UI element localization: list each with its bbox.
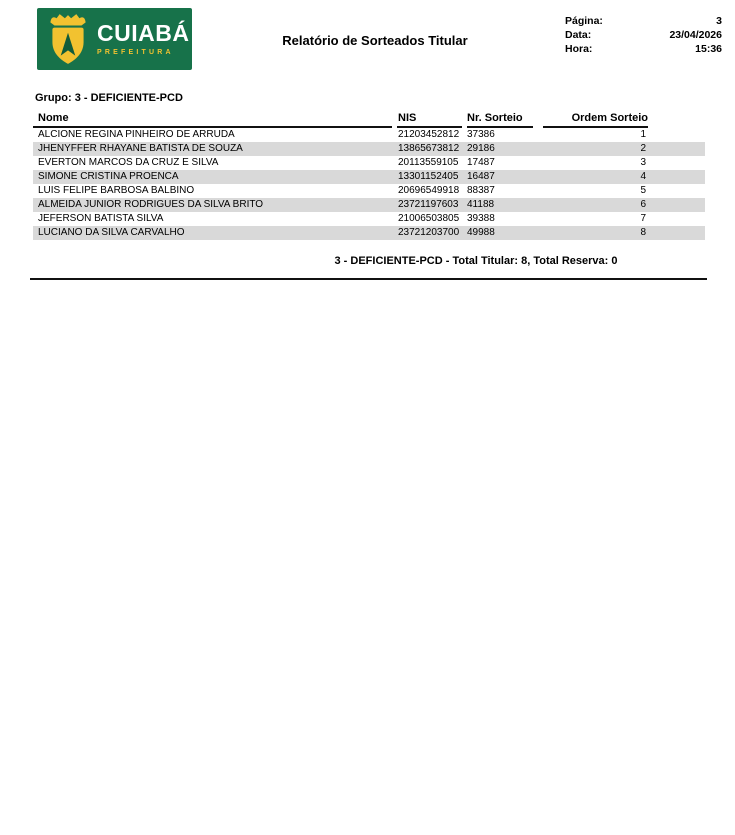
cell-ordem-sorteio: 7 [640,213,646,224]
table-row [33,198,705,212]
page-label: Página: [565,15,603,27]
cell-nr-sorteio: 39388 [467,213,495,224]
logo-name: CUIABÁ [97,20,190,46]
cell-ordem-sorteio: 3 [640,157,646,168]
table-row [33,156,705,170]
table-header-row [33,112,705,128]
table-row [33,128,705,142]
cell-nome: SIMONE CRISTINA PROENCA [38,171,179,182]
info-row-date [565,28,722,42]
info-row-time [565,42,722,56]
column-header-ordem-sorteio: Ordem Sorteio [571,112,648,124]
cell-ordem-sorteio: 2 [640,143,646,154]
cell-ordem-sorteio: 5 [640,185,646,196]
cell-ordem-sorteio: 6 [640,199,646,210]
table-row [33,142,705,156]
cell-nome: JEFERSON BATISTA SILVA [38,213,164,224]
group-summary: 3 - DEFICIENTE-PCD - Total Titular: 8, Total Reserva: 0 [334,255,618,267]
cell-nr-sorteio: 41188 [467,199,495,210]
column-header-nis: NIS [398,112,417,124]
cell-nr-sorteio: 88387 [467,185,495,196]
group-label: Grupo: 3 - DEFICIENTE-PCD [35,92,183,104]
table-row [33,184,705,198]
date-label: Data: [565,29,592,41]
cell-nome: LUCIANO DA SILVA CARVALHO [38,227,185,238]
cell-nis: 20113559105 [398,157,459,168]
cell-nr-sorteio: 16487 [467,171,495,182]
cell-nome: LUIS FELIPE BARBOSA BALBINO [38,185,195,196]
cell-nome: EVERTON MARCOS DA CRUZ E SILVA [38,157,219,168]
page-value: 3 [716,15,722,27]
table-row [33,212,705,226]
cell-nome: ALCIONE REGINA PINHEIRO DE ARRUDA [38,129,235,140]
sorteados-table [33,112,705,240]
table-row [33,226,705,240]
cell-nis: 23721197603 [398,199,459,210]
cell-nis: 21006503805 [398,213,460,224]
cell-nome: ALMEIDA JUNIOR RODRIGUES DA SILVA BRITO [38,199,264,210]
footer-divider [30,278,707,280]
cell-ordem-sorteio: 4 [640,171,646,182]
report-title: Relatório de Sorteados Titular [282,33,468,48]
logo-text [97,22,189,56]
cell-nis: 23721203700 [398,227,460,238]
column-header-nr-sorteio: Nr. Sorteio [467,112,523,124]
cell-nr-sorteio: 17487 [467,157,495,168]
logo-subtitle: PREFEITURA [97,49,174,56]
cell-nis: 13301152405 [398,171,459,182]
cuiaba-logo [37,8,192,70]
column-header-nome: Nome [38,112,69,124]
cell-nr-sorteio: 49988 [467,227,495,238]
header-info [565,14,722,56]
cell-nome: JHENYFFER RHAYANE BATISTA DE SOUZA [38,143,243,154]
cell-nis: 21203452812 [398,129,460,140]
cell-nis: 20696549918 [398,185,460,196]
cell-ordem-sorteio: 1 [640,129,646,140]
date-value: 23/04/2026 [669,29,722,41]
cell-nis: 13865673812 [398,143,460,154]
cell-nr-sorteio: 37386 [467,129,495,140]
table-row [33,170,705,184]
cell-nr-sorteio: 29186 [467,143,495,154]
cuiaba-crest-icon [45,12,91,66]
cell-ordem-sorteio: 8 [640,227,646,238]
info-row-page [565,14,722,28]
table-body [33,128,705,240]
time-value: 15:36 [695,43,722,55]
time-label: Hora: [565,43,593,55]
